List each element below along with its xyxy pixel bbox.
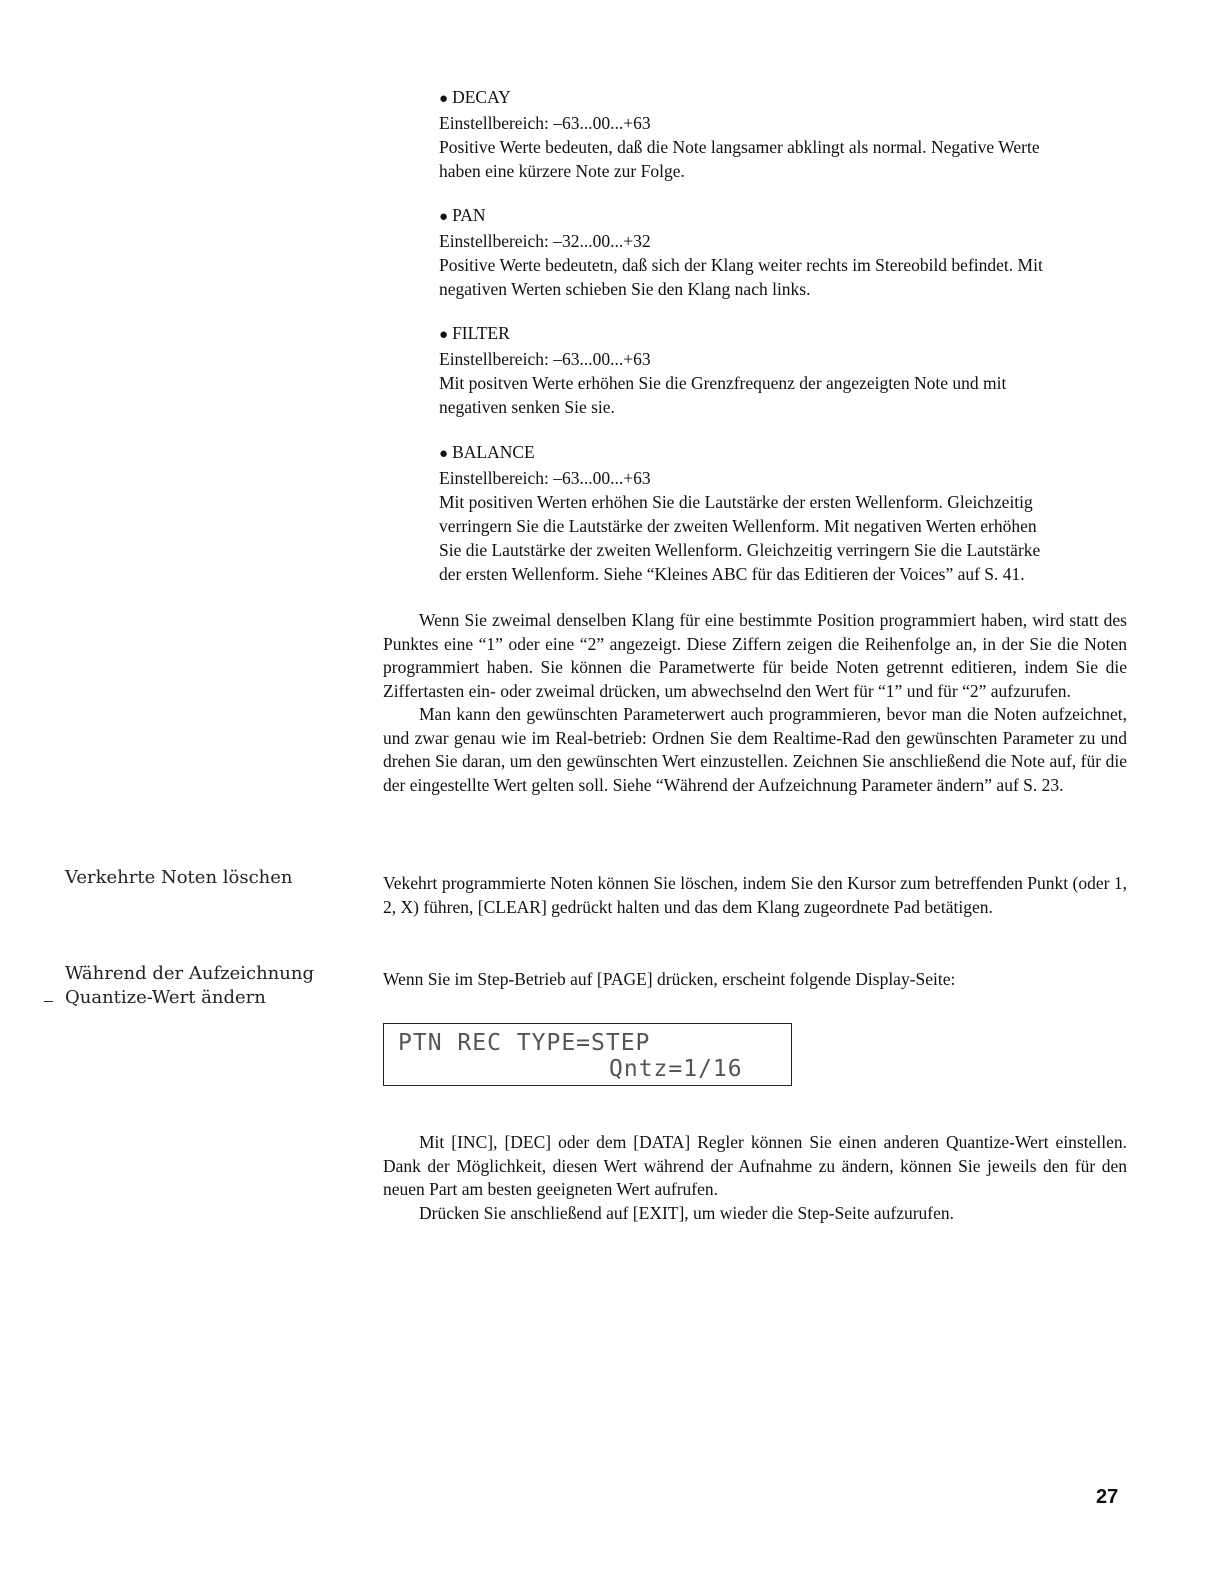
- param-desc-line: negativen senken Sie sie.: [439, 397, 615, 417]
- param-heading: ● BALANCE: [439, 442, 535, 462]
- param-desc-line: Mit positven Werte erhöhen Sie die Grenzfrequenz der angezeigten Note und mit: [439, 373, 1007, 393]
- bullet-icon: ●: [439, 327, 449, 343]
- param-pan: [439, 203, 1127, 301]
- paragraph: Drücken Sie anschließend auf [EXIT], um wieder die Step-Seite aufzurufen.: [419, 1202, 955, 1223]
- closing-paragraphs: [383, 1131, 1127, 1225]
- quantize-text: Wenn Sie im Step-Betrieb auf [PAGE] drücken, erscheint folgende Display-Seite:: [383, 969, 956, 989]
- param-decay: [439, 85, 1127, 183]
- dash-mark: –: [44, 990, 53, 1010]
- param-desc-line: Mit positiven Werten erhöhen Sie die Lautstärke der ersten Wellenform. Gleichzeitig: [439, 492, 1033, 512]
- lcd-row-1: PTN REC TYPE=STEP: [398, 1030, 651, 1056]
- param-desc-line: Positive Werte bedeuten, daß die Note langsamer abklingt als normal. Negative Werte: [439, 137, 1040, 157]
- param-heading: ● DECAY: [439, 87, 511, 107]
- lcd-display: [383, 1023, 792, 1086]
- param-range: Einstellbereich: –63...00...+63: [439, 113, 651, 133]
- page-number: 27: [1096, 1486, 1119, 1508]
- bullet-icon: ●: [439, 446, 449, 462]
- param-balance: [439, 440, 1127, 586]
- param-heading: ● FILTER: [439, 323, 510, 343]
- side-heading-quantize: Während der Aufzeichnung Quantize-Wert ändern: [65, 963, 314, 1008]
- body-paragraphs: [383, 609, 1127, 797]
- param-desc-line: haben eine kürzere Note zur Folge.: [439, 161, 685, 181]
- param-desc-line: verringern Sie die Lautstärke der zweiten Wellenform. Mit negativen Werten erhöhen: [439, 516, 1037, 536]
- lcd-row-2: Qntz=1/16: [609, 1056, 743, 1082]
- bullet-icon: ●: [439, 209, 449, 225]
- param-range: Einstellbereich: –63...00...+63: [439, 468, 651, 488]
- param-desc-line: negativen Werten schieben Sie den Klang nach links.: [439, 279, 811, 299]
- param-desc-line: der ersten Wellenform. Siehe “Kleines ABC für das Editieren der Voices” auf S. 41.: [439, 564, 1025, 584]
- side-heading-delete: Verkehrte Noten löschen: [65, 867, 293, 888]
- param-range: Einstellbereich: –32...00...+32: [439, 231, 651, 251]
- param-heading: ● PAN: [439, 205, 486, 225]
- paragraph: Mit [INC], [DEC] oder dem [DATA] Regler können Sie einen anderen Quantize-Wert einstellen. Dank der Möglichkeit, diesen Wert während der Aufnahme zu ändern, können Sie jeweils den für den neuen Part am besten geeigneten Wert aufrufen.: [383, 1132, 1127, 1199]
- param-desc-line: Positive Werte bedeutetn, daß sich der Klang weiter rechts im Stereobild befindet. Mit: [439, 255, 1043, 275]
- paragraph: Man kann den gewünschten Parameterwert auch programmieren, bevor man die Noten aufzeichnet, und zwar genau wie im Real-betrieb: Ordnen Sie dem Realtime-Rad den gewünschten Parameter zu und drehen Sie daran, um den gewünschten Wert einzustellen. Zeichnen Sie anschließend die Note auf, für die der eingestellte Wert gelten soll. Siehe “Während der Aufzeichnung Parameter ändern” auf S. 23.: [383, 704, 1127, 795]
- param-filter: [439, 321, 1127, 419]
- param-desc-line: Sie die Lautstärke der zweiten Wellenform. Gleichzeitig verringern Sie die Lautstärke: [439, 540, 1041, 560]
- delete-notes-text: Vekehrt programmierte Noten können Sie löschen, indem Sie den Kursor zum betreffenden Punkt (oder 1, 2, X) führen, [CLEAR] gedrückt halten und das dem Klang zugeordnete Pad betätigen.: [383, 873, 1127, 917]
- param-range: Einstellbereich: –63...00...+63: [439, 349, 651, 369]
- bullet-icon: ●: [439, 91, 449, 107]
- paragraph: Wenn Sie zweimal denselben Klang für eine bestimmte Position programmiert haben, wird statt des Punktes eine “1” oder eine “2” angezeigt. Diese Ziffern zeigen die Reihenfolge an, in der Sie die Noten programmiert haben. Sie können die Parametwerte für beide Noten getrennt editieren, indem Sie die Ziffertasten ein- oder zweimal drücken, um abwechselnd den Wert für “1” und für “2” aufzurufen.: [383, 610, 1127, 701]
